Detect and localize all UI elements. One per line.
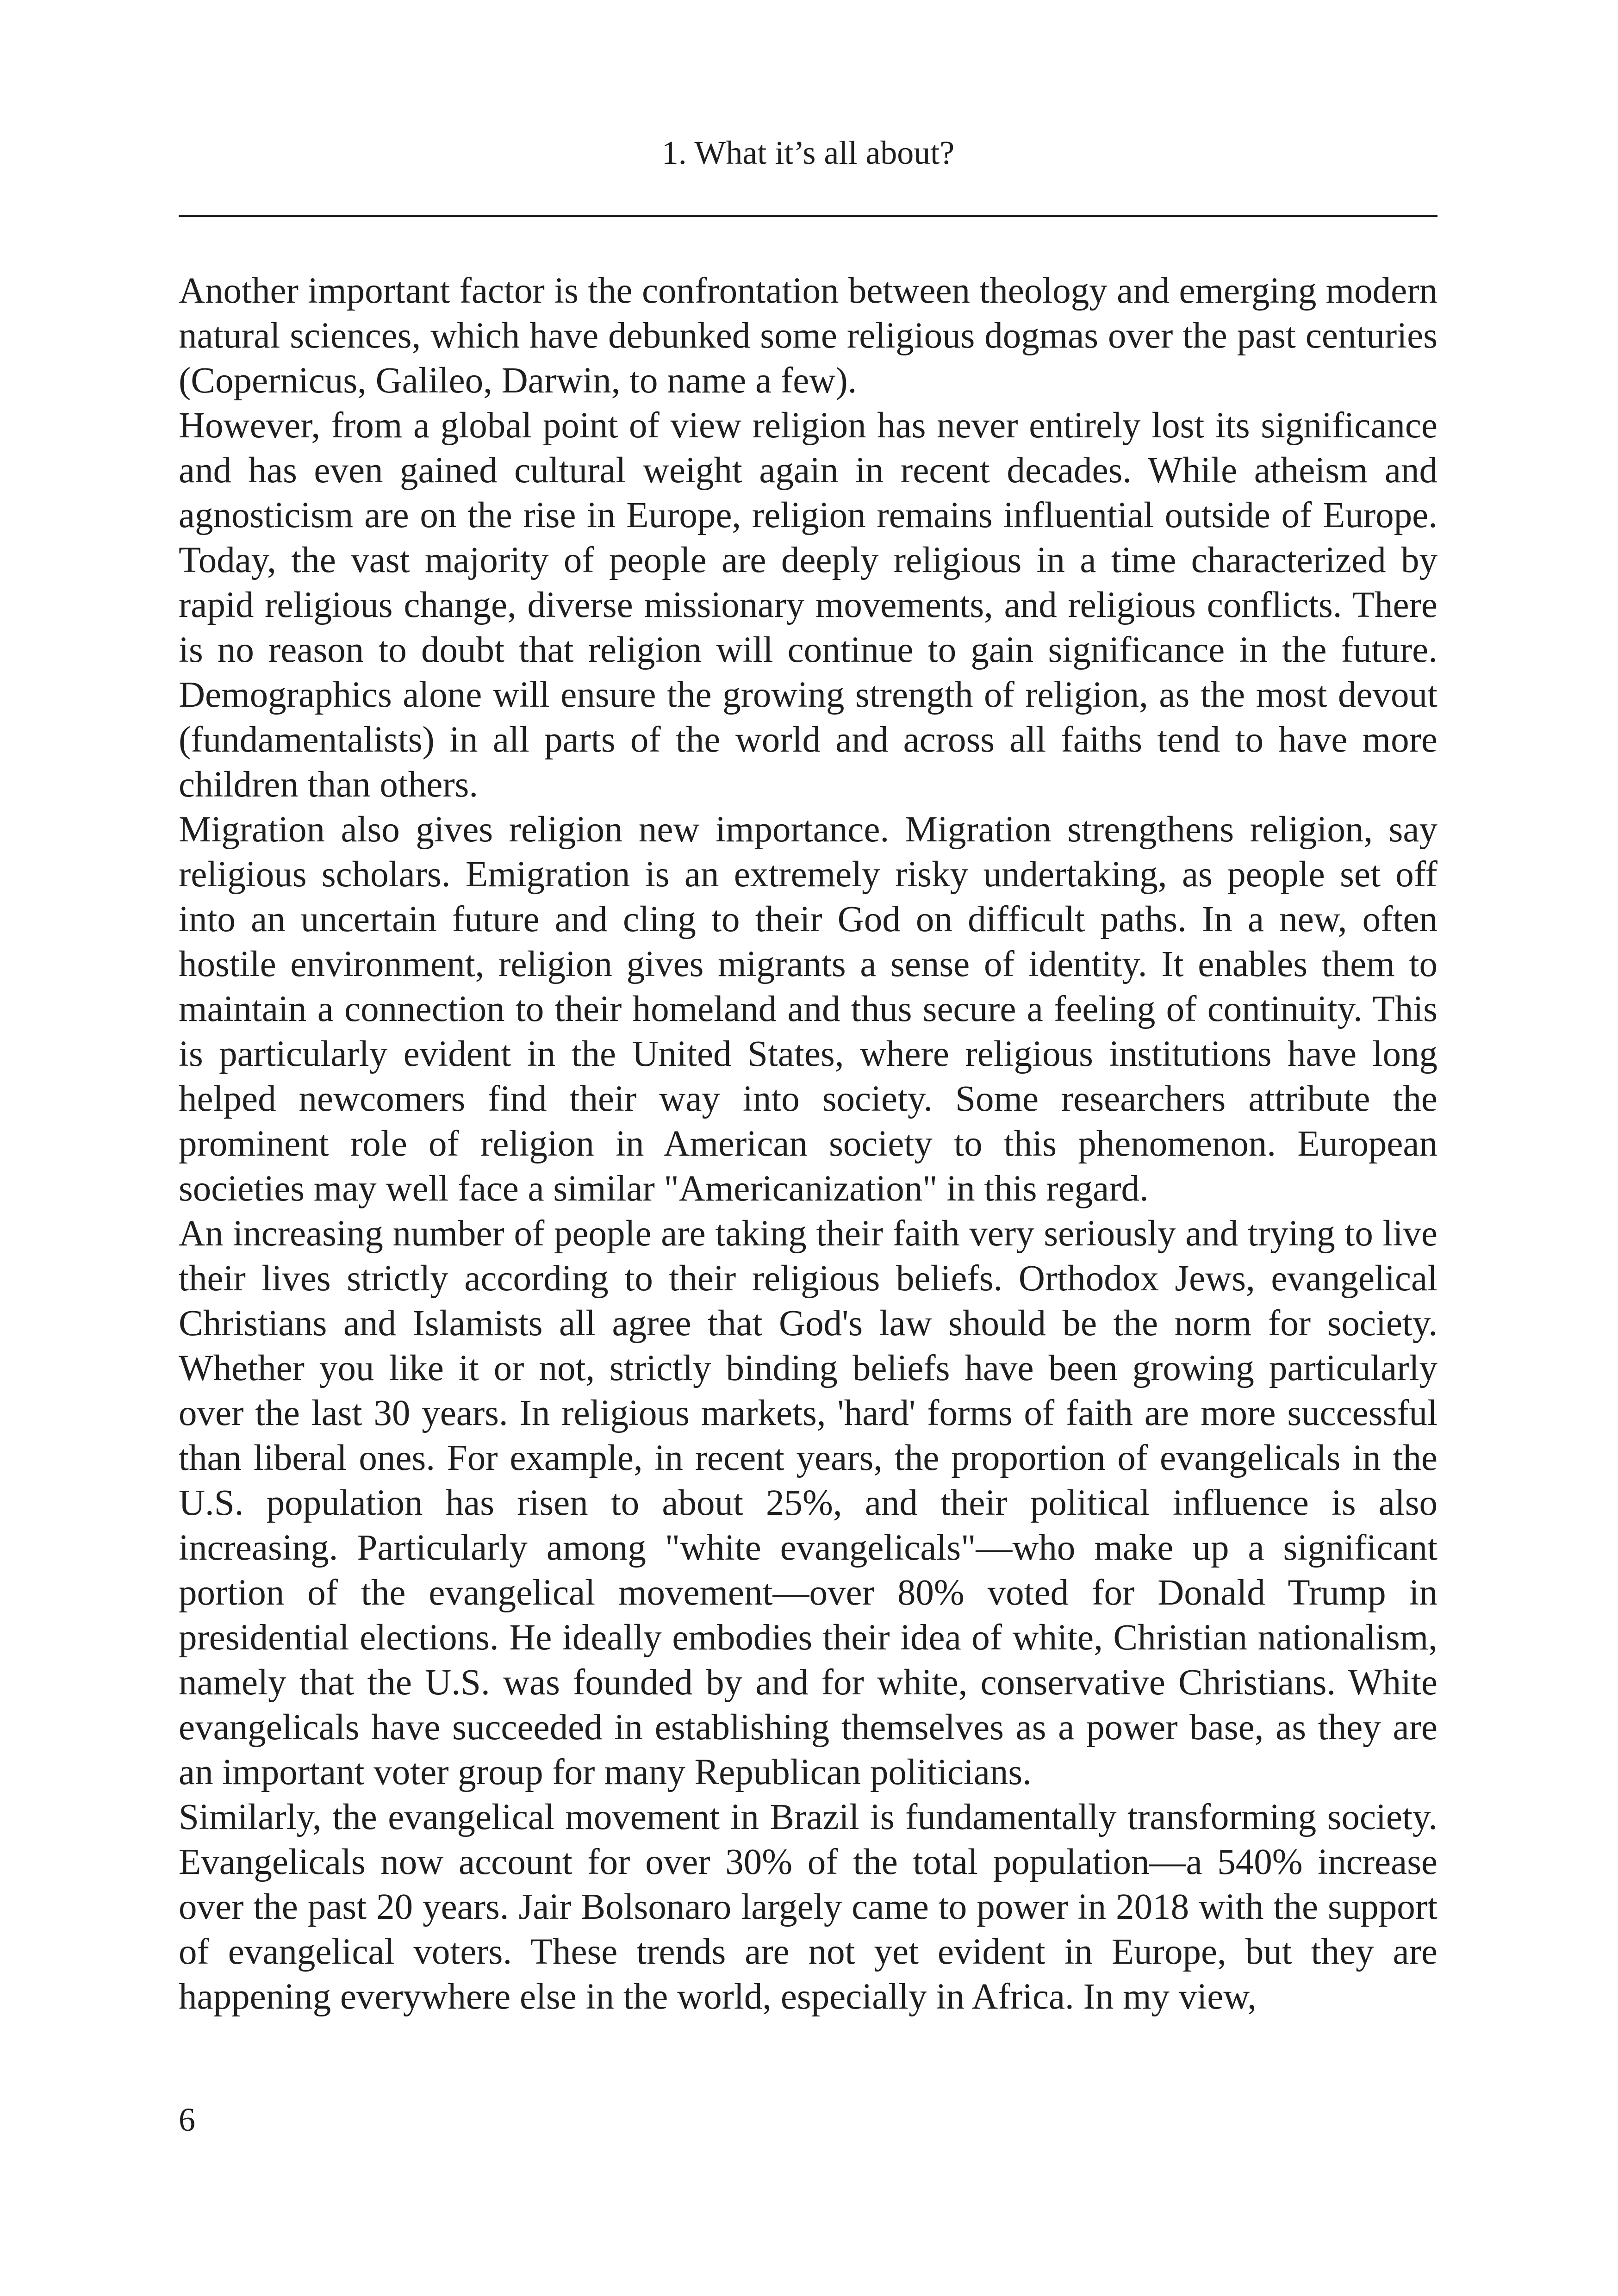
paragraph-3: Migration also gives religion new importance. Migration strengthens religion, say religious scholars. Emigration is an extremely risky undertaking, as people set off into an uncertain future and cling to their God on difficult paths. In a new, often hostile environment, religion gives migrants a sense of identity. It enables them to maintain a connection to their homeland and thus secure a feeling of continuity. This is particularly evident in the United States, where religious institutions have long helped newcomers find their way into society. Some researchers attribute the prominent role of religion in American society to this phenomenon. European societies may well face a similar "Americanization" in this regard.: [179, 809, 1438, 1209]
page-number: 6: [179, 2101, 195, 2138]
paragraph-5: Similarly, the evangelical movement in Brazil is fundamentally transforming society. Evangelicals now account for over 30% of the total population—a 540% increase over the past 20 years. Jair Bolsonaro largely came to power in 2018 with the support of evangelical voters. These trends are not yet evident in Europe, but they are happening everywhere else in the world, especially in Africa. In my view,: [179, 1797, 1438, 2017]
running-header: 1. What it’s all about?: [661, 134, 955, 171]
paragraph-4: An increasing number of people are taking their faith very seriously and trying to live their lives strictly according to their religious beliefs. Orthodox Jews, evangelical Christians and Islamists all agree that God's law should be the norm for society. Whether you like it or not, strictly binding beliefs have been growing particularly over the last 30 years. In religious markets, 'hard' forms of faith are more successful than liberal ones. For example, in recent years, the proportion of evangelicals in the U.S. population has risen to about 25%, and their political influence is also increasing. Particularly among "white evangelicals"—who make up a significant portion of the evangelical movement—over 80% voted for Donald Trump in presidential elections. He ideally embodies their idea of white, Christian nationalism, namely that the U.S. was founded by and for white, conservative Christians. White evangelicals have succeeded in establishing themselves as a power base, as they are an important voter group for many Republican politicians.: [179, 1213, 1438, 1792]
header-rule: [179, 215, 1438, 217]
paragraph-2: However, from a global point of view religion has never entirely lost its significance and has even gained cultural weight again in recent decades. While atheism and agnosticism are on the rise in Europe, religion remains influential outside of Europe. Today, the vast majority of people are deeply religious in a time characterized by rapid religious change, diverse missionary movements, and religious conflicts. There is no reason to doubt that religion will continue to gain significance in the future. Demographics alone will ensure the growing strength of religion, as the most devout (fundamentalists) in all parts of the world and across all faiths tend to have more children than others.: [179, 405, 1438, 805]
paragraph-1: Another important factor is the confrontation between theology and emerging modern natural sciences, which have debunked some religious dogmas over the past centuries (Copernicus, Galileo, Darwin, to name a few).: [179, 271, 1438, 401]
body-text: [179, 268, 1438, 2019]
